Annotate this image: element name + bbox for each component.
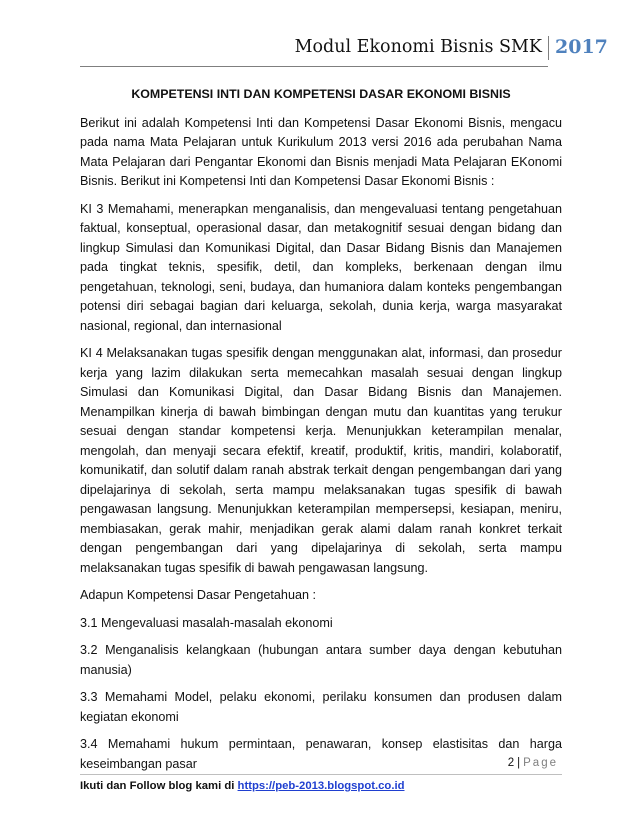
kd-item-3-1: 3.1 Mengevaluasi masalah-masalah ekonomi <box>80 615 333 630</box>
page-number: 2 <box>507 757 515 769</box>
page-header <box>0 28 638 68</box>
intro-paragraph: Berikut ini adalah Kompetensi Inti dan Kompetensi Dasar Ekonomi Bisnis, mengacu pada nama Mata Pelajaran untuk Kurikulum 2013 versi 2016 ada perubahan Nama Mata Pelajaran dari Pengantar Ekonomi dan Bisnis menjadi Mata Pelajaran EKonomi Bisnis. Berikut ini Kompetensi Inti dan Kompetensi Dasar Ekonomi Bisnis : <box>80 115 562 188</box>
ki3-paragraph: KI 3 Memahami, menerapkan menganalisis, dan mengevaluasi tentang pengetahuan faktual, konseptual, operasional dasar, dan metakognitif sesuai dengan bidang dan lingkup Simulasi dan Komunikasi Digital, dan Dasar Bidang Bisnis dan Manajemen pada tingkat teknis, spesifik, detil, dan kompleks, berkenaan dengan ilmu pengetahuan, teknologi, seni, budaya, dan humaniora dalam konteks pengembangan potensi diri sebagai bagian dari keluarga, sekolah, dunia kerja, warga masyarakat nasional, regional, dan internasional <box>80 201 562 333</box>
header-year: 2017 <box>555 36 608 58</box>
page-label: Page <box>523 757 558 769</box>
footer-rule <box>80 774 562 775</box>
header-title: Modul Ekonomi Bisnis SMK <box>294 37 542 57</box>
kd-item-3-3: 3.3 Memahami Model, pelaku ekonomi, perilaku konsumen dan produsen dalam kegiatan ekonomi <box>80 690 562 724</box>
page-number-indicator <box>508 757 558 769</box>
document-body <box>80 85 562 782</box>
page-separator: | <box>517 757 521 769</box>
ki4-paragraph: KI 4 Melaksanakan tugas spesifik dengan menggunakan alat, informasi, dan prosedur kerja yang lazim dilakukan serta memecahkan masalah sesuai dengan lingkup Simulasi dan Komunikasi Digital, dan Dasar Bidang Bisnis dan Manajemen. Menampilkan kinerja di bawah bimbingan dengan mutu dan kuantitas yang terukur sesuai dengan standar kompetensi kerja. Menunjukkan keterampilan menalar, mengolah, dan menyaji secara efektif, kreatif, produktif, kritis, mandiri, kolaboratif, komunikatif, dan solutif dalam ranah abstrak terkait dengan pengembangan dari yang dipelajarinya di sekolah, serta mampu melaksanakan tugas spesifik di bawah pengawasan langsung. Menunjukkan keterampilan mempersepsi, kesiapan, meniru, membiasakan, gerak mahir, menjadikan gerak alami dalam ranah konkret terkait dengan pengembangan dari yang dipelajarinya di sekolah, serta mampu melaksanakan tugas spesifik di bawah pengawasan langsung. <box>80 346 562 575</box>
header-divider <box>548 36 549 60</box>
header-rule <box>80 66 548 67</box>
kd-item-3-4: 3.4 Memahami hukum permintaan, penawaran, konsep elastisitas dan harga keseimbangan pasar <box>80 737 562 771</box>
document-title: KOMPETENSI INTI DAN KOMPETENSI DASAR EKONOMI BISNIS <box>131 87 511 101</box>
footer-note <box>80 780 405 792</box>
footer-text: Ikuti dan Follow blog kami di <box>80 780 238 792</box>
blog-link[interactable]: https://peb-2013.blogspot.co.id <box>237 780 405 792</box>
kd-intro-paragraph: Adapun Kompetensi Dasar Pengetahuan : <box>80 588 316 602</box>
kd-item-3-2: 3.2 Menganalisis kelangkaan (hubungan antara sumber daya dengan kebutuhan manusia) <box>80 643 562 677</box>
